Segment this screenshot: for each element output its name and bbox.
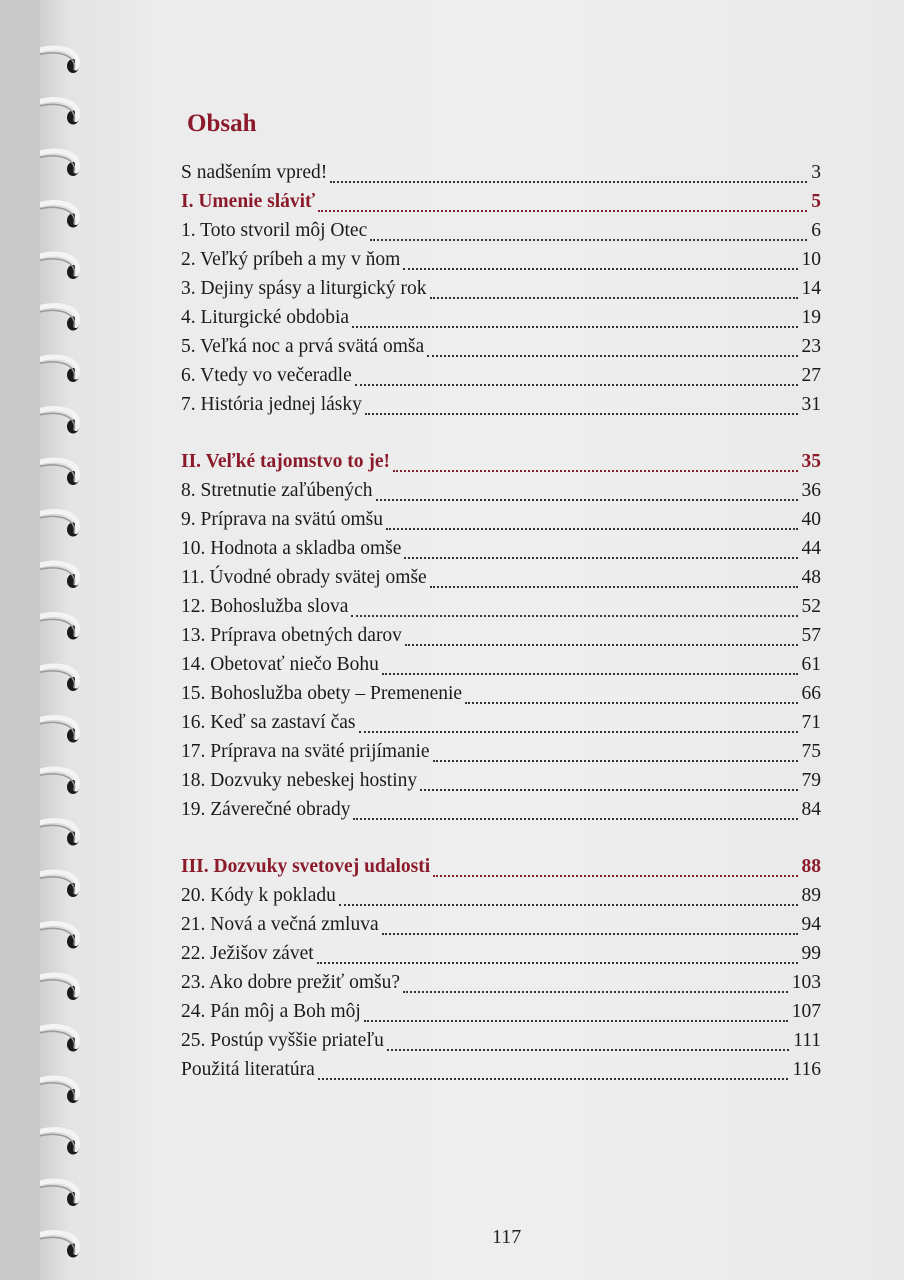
dot-leader [370, 238, 807, 241]
dot-leader [352, 325, 797, 328]
toc-entry-page: 27 [801, 365, 821, 386]
dot-leader [365, 412, 798, 415]
dot-leader [430, 296, 798, 299]
toc-entry [181, 567, 821, 596]
toc-entry-page: 44 [801, 538, 821, 559]
toc-entry-label: 4. Liturgické obdobia [181, 307, 350, 328]
toc-entry-page: 116 [792, 1059, 821, 1080]
toc-entry-label: 15. Bohoslužba obety – Premenenie [181, 683, 463, 704]
toc-entry-label: 23. Ako dobre prežiť omšu? [181, 972, 400, 993]
toc-entry-page: 19 [801, 307, 821, 328]
toc-entry-page: 36 [801, 480, 821, 501]
toc-entry-page: 52 [801, 596, 821, 617]
toc-entry [181, 885, 821, 914]
toc-entry [181, 365, 821, 394]
toc-entry [181, 596, 821, 625]
toc-entry-page: 35 [801, 451, 821, 472]
dot-leader [382, 672, 798, 675]
toc-entry [181, 1001, 821, 1030]
page-title: Obsah [187, 110, 257, 137]
dot-leader [405, 643, 798, 646]
toc-entry-label: 14. Obetovať niečo Bohu [181, 654, 379, 675]
toc-entry-label: 18. Dozvuky nebeskej hostiny [181, 770, 418, 791]
dot-leader [351, 614, 797, 617]
toc-entry-label: 17. Príprava na sväté prijímanie [181, 741, 430, 762]
dot-leader [353, 817, 797, 820]
toc-entry-page: 5 [811, 191, 821, 212]
toc-entry-label: 19. Záverečné obrady [181, 799, 351, 820]
dot-leader [317, 961, 798, 964]
toc-entry [181, 509, 821, 538]
dot-leader [355, 383, 798, 386]
toc-section [181, 451, 821, 480]
toc-entry-label: 7. História jednej lásky [181, 394, 362, 415]
table-of-contents [181, 162, 821, 1088]
dot-leader [376, 498, 798, 501]
toc-entry [181, 654, 821, 683]
toc-entry-label: 9. Príprava na svätú omšu [181, 509, 384, 530]
dot-leader [403, 267, 797, 270]
toc-entry-page: 75 [801, 741, 821, 762]
section-spacer [181, 423, 821, 451]
toc-entry-label: 11. Úvodné obrady svätej omše [181, 567, 427, 588]
dot-leader [433, 759, 798, 762]
dot-leader [433, 874, 797, 877]
toc-entry [181, 625, 821, 654]
dot-leader [382, 932, 798, 935]
toc-entry-label: S nadšením vpred! [181, 162, 328, 183]
toc-entry [181, 943, 821, 972]
page-number: 117 [492, 1226, 522, 1248]
toc-entry-label: 25. Postúp vyššie priateľu [181, 1030, 384, 1051]
toc-entry [181, 914, 821, 943]
toc-entry-page: 23 [801, 336, 821, 357]
toc-section [181, 191, 821, 220]
toc-entry-label: 10. Hodnota a skladba omše [181, 538, 402, 559]
toc-entry-label: 21. Nová a večná zmluva [181, 914, 379, 935]
toc-section [181, 856, 821, 885]
toc-entry [181, 162, 821, 191]
dot-leader [404, 556, 797, 559]
toc-entry-label: 3. Dejiny spásy a liturgický rok [181, 278, 427, 299]
toc-entry-label: 6. Vtedy vo večeradle [181, 365, 352, 386]
dot-leader [364, 1019, 788, 1022]
toc-entry [181, 307, 821, 336]
dot-leader [339, 903, 798, 906]
toc-entry [181, 249, 821, 278]
toc-entry-label: 24. Pán môj a Boh môj [181, 1001, 361, 1022]
dot-leader [393, 469, 798, 472]
dot-leader [427, 354, 797, 357]
toc-entry [181, 336, 821, 365]
spiral-binding [40, 0, 120, 1280]
toc-entry [181, 799, 821, 828]
toc-entry [181, 770, 821, 799]
toc-entry-page: 79 [801, 770, 821, 791]
toc-entry [181, 480, 821, 509]
dot-leader [386, 527, 797, 530]
toc-entry-label: I. Umenie sláviť [181, 191, 316, 212]
dot-leader [359, 730, 798, 733]
toc-entry [181, 712, 821, 741]
toc-entry-page: 107 [791, 1001, 821, 1022]
toc-entry-page: 48 [801, 567, 821, 588]
toc-entry-page: 71 [801, 712, 821, 733]
toc-entry [181, 683, 821, 712]
toc-entry-page: 57 [801, 625, 821, 646]
toc-entry-page: 66 [801, 683, 821, 704]
toc-entry [181, 394, 821, 423]
toc-entry [181, 1059, 821, 1088]
toc-entry [181, 278, 821, 307]
toc-entry-page: 94 [801, 914, 821, 935]
toc-entry-page: 99 [801, 943, 821, 964]
dot-leader [387, 1048, 789, 1051]
toc-entry-page: 61 [801, 654, 821, 675]
toc-entry [181, 538, 821, 567]
toc-entry-label: 12. Bohoslužba slova [181, 596, 349, 617]
toc-entry-label: 22. Ježišov závet [181, 943, 314, 964]
toc-entry-label: 5. Veľká noc a prvá svätá omša [181, 336, 425, 357]
toc-entry [181, 972, 821, 1001]
toc-entry [181, 220, 821, 249]
toc-entry [181, 1030, 821, 1059]
toc-entry-page: 88 [801, 856, 821, 877]
toc-entry-label: 20. Kódy k pokladu [181, 885, 336, 906]
dot-leader [420, 788, 797, 791]
toc-entry-page: 84 [801, 799, 821, 820]
dot-leader [430, 585, 798, 588]
toc-entry-label: 8. Stretnutie zaľúbených [181, 480, 373, 501]
dot-leader [465, 701, 797, 704]
toc-entry-page: 103 [791, 972, 821, 993]
section-spacer [181, 828, 821, 856]
toc-entry-page: 40 [801, 509, 821, 530]
toc-entry-page: 6 [811, 220, 821, 241]
toc-entry-page: 89 [801, 885, 821, 906]
toc-entry-label: 2. Veľký príbeh a my v ňom [181, 249, 401, 270]
toc-entry-label: 16. Keď sa zastaví čas [181, 712, 356, 733]
dot-leader [318, 209, 807, 212]
toc-entry-label: 13. Príprava obetných darov [181, 625, 402, 646]
dot-leader [330, 180, 807, 183]
toc-entry-page: 14 [801, 278, 821, 299]
toc-entry-label: III. Dozvuky svetovej udalosti [181, 856, 431, 877]
toc-entry-page: 31 [801, 394, 821, 415]
dot-leader [403, 990, 788, 993]
toc-entry-page: 10 [801, 249, 821, 270]
dot-leader [318, 1077, 789, 1080]
toc-entry [181, 741, 821, 770]
toc-entry-page: 111 [793, 1030, 821, 1051]
toc-entry-label: II. Veľké tajomstvo to je! [181, 451, 390, 472]
toc-entry-label: 1. Toto stvoril môj Otec [181, 220, 368, 241]
toc-entry-label: Použitá literatúra [181, 1059, 315, 1080]
toc-entry-page: 3 [811, 162, 821, 183]
